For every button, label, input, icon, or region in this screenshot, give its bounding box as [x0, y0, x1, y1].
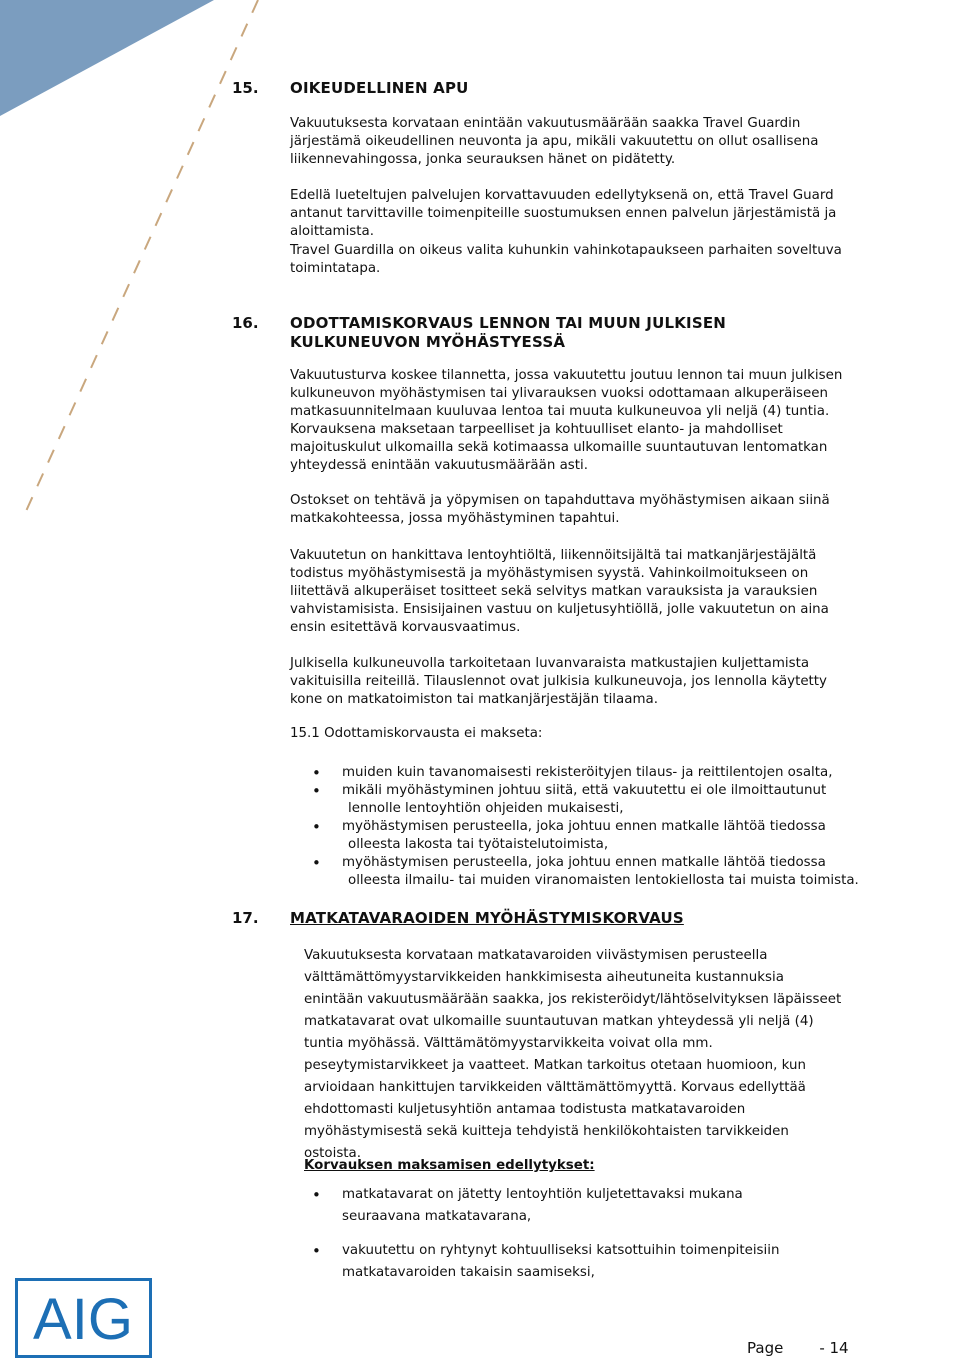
section-16-paragraph-1: Vakuutusturva koskee tilannetta, jossa vakuutettu joutuu lennon tai muun julkisen kulkuneuvon myöhästymisen tai ylivarauksen vuoksi odottamaan alkuperäiseen matkasuunnitelmaan kuuluvaa lentoa tai muuta kulkuneuvoa yli neljä (4) tuntia. Korvauksena maksetaan tarpeelliset ja kohtuulliset elanto- ja mahdolliset majoituskulut ulkomailla sekä kotimaassa ulkomaille suuntautuvan lentomatkan yhteydessä enintään vakuutusmäärään asti. [290, 368, 843, 473]
page-label: Page [747, 1339, 784, 1357]
list-item: • vakuutettu on ryhtynyt kohtuulliseksi katsottuihin toimenpiteisiin matkatavaroiden takaisin saamiseksi, [342, 1240, 822, 1284]
aig-logo [15, 1278, 152, 1358]
list-item [342, 854, 882, 890]
page-number-value: - 14 [819, 1339, 849, 1357]
corner-triangle [0, 0, 214, 116]
section-15-paragraph-3: Travel Guardilla on oikeus valita kuhunkin vahinkotapaukseen parhaiten soveltuva toimintatapa. [290, 243, 842, 276]
section-15-title: OIKEUDELLINEN APU [290, 79, 469, 97]
section-16-paragraph-4: Julkisella kulkuneuvolla tarkoitetaan luvanvaraista matkustajien kuljettamista vakituisilla reiteillä. Tilauslennot ovat julkisia kulkuneuvoja, jos lennolla käytetty kone on matkatoimiston tai matkanjärjestäjän tilaama. [290, 656, 827, 707]
list-item [342, 782, 882, 818]
section-17-title: MATKATAVARAOIDEN MYÖHÄSTYMISKORVAUS [290, 909, 684, 927]
list-item: • matkatavarat on jätetty lentoyhtiön kuljetettavaksi mukana seuraavana matkatavarana, [342, 1184, 822, 1228]
section-15-paragraph-1: Vakuutuksesta korvataan enintään vakuutusmäärään saakka Travel Guardin järjestämä oikeudellinen neuvonta ja apu, mikäli vakuutettu on ollut osallisena liikennevahingossa, jonka seurauksen hänet on pidätetty. [290, 116, 819, 167]
section-16-subheading: 15.1 Odottamiskorvausta ei makseta: [290, 726, 543, 741]
bullet-continuation: olleesta lakosta tai työtaistelutoimista, [348, 837, 609, 852]
page-number [747, 1339, 849, 1357]
aig-logo-text: AIG [33, 1289, 133, 1347]
list-item [342, 764, 882, 782]
bullet-line: myöhästymisen perusteella, joka johtuu ennen matkalle lähtöä tiedossa [342, 855, 826, 870]
section-16-bullet-list [342, 764, 882, 890]
bullet-continuation: lennolle lentoyhtiön ohjeiden mukaisesti, [348, 801, 624, 816]
section-15-number: 15. [232, 79, 259, 97]
list-item [342, 818, 882, 854]
section-16-title: ODOTTAMISKORVAUS LENNON TAI MUUN JULKISEN KULKUNEUVON MYÖHÄSTYESSÄ [290, 314, 727, 351]
section-16-paragraph-3: Vakuutetun on hankittava lentoyhtiöltä, liikennöitsijältä tai matkanjärjestäjältä todistus myöhästymisestä ja myöhästymisen syystä. Vahinkoilmoitukseen on liitettävä alkuperäiset tositteet sekä selvitys matkan varauksista ja varauksien vahvistamisista. Ensisijainen vastuu on kuljetusyhtiöllä, jolle vakuutetun on aina ensin esitettävä korvausvaatimus. [290, 548, 829, 635]
section-17-subheading: Korvauksen maksamisen edellytykset: [304, 1158, 595, 1173]
section-17-number: 17. [232, 909, 259, 927]
section-17-paragraph: Vakuutuksesta korvataan matkatavaroiden viivästymisen perusteella välttämättömyystarvikkeiden hankkimisesta aiheutuneita kustannuksia enintään vakuutusmäärään saakka, jos rekisteröidyt/lähtöselvityksen läpäisseet matkatavarat ovat ulkomaille suuntautuvan matkan yhteydessä yli neljä (4) tuntia myöhässä. Välttämätömyystarvikkeita voivat olla mm. peseytymistarvikkeet ja vaatteet. Matkan tarkoitus otetaan huomioon, kun arvioidaan hankittujen tarvikkeiden välttämättömyyttä. Korvaus edellyttää ehdottomasti kuljetusyhtiön antamaa todistusta matkatavaroiden myöhästymisestä sekä kuitteja tehdyistä henkilökohtaisten tarvikkeiden ostoista. [304, 948, 842, 1161]
section-17-bullet-list [342, 1184, 822, 1284]
bullet-line: muiden kuin tavanomaisesti rekisteröityjen tilaus- ja reittilentojen osalta, [342, 765, 833, 780]
section-16-number: 16. [232, 314, 259, 332]
section-16-paragraph-2: Ostokset on tehtävä ja yöpymisen on tapahduttava myöhästymisen aikaan siinä matkakohteessa, jossa myöhästyminen tapahtui. [290, 493, 830, 526]
bullet-line: myöhästymisen perusteella, joka johtuu ennen matkalle lähtöä tiedossa [342, 819, 826, 834]
bullet-continuation: olleesta ilmailu- tai muiden viranomaisten lentokiellosta tai muista toimista. [348, 873, 859, 888]
bullet-line: mikäli myöhästyminen johtuu siitä, että vakuutettu ei ole ilmoittautunut [342, 783, 827, 798]
section-15-paragraph-2: Edellä lueteltujen palvelujen korvattavuuden edellytyksenä on, että Travel Guard antanut tarvittaville toimenpiteille suostumuksen ennen palvelun järjestämistä ja aloittamista. [290, 188, 837, 239]
aig-logo-mark [26, 1289, 141, 1347]
